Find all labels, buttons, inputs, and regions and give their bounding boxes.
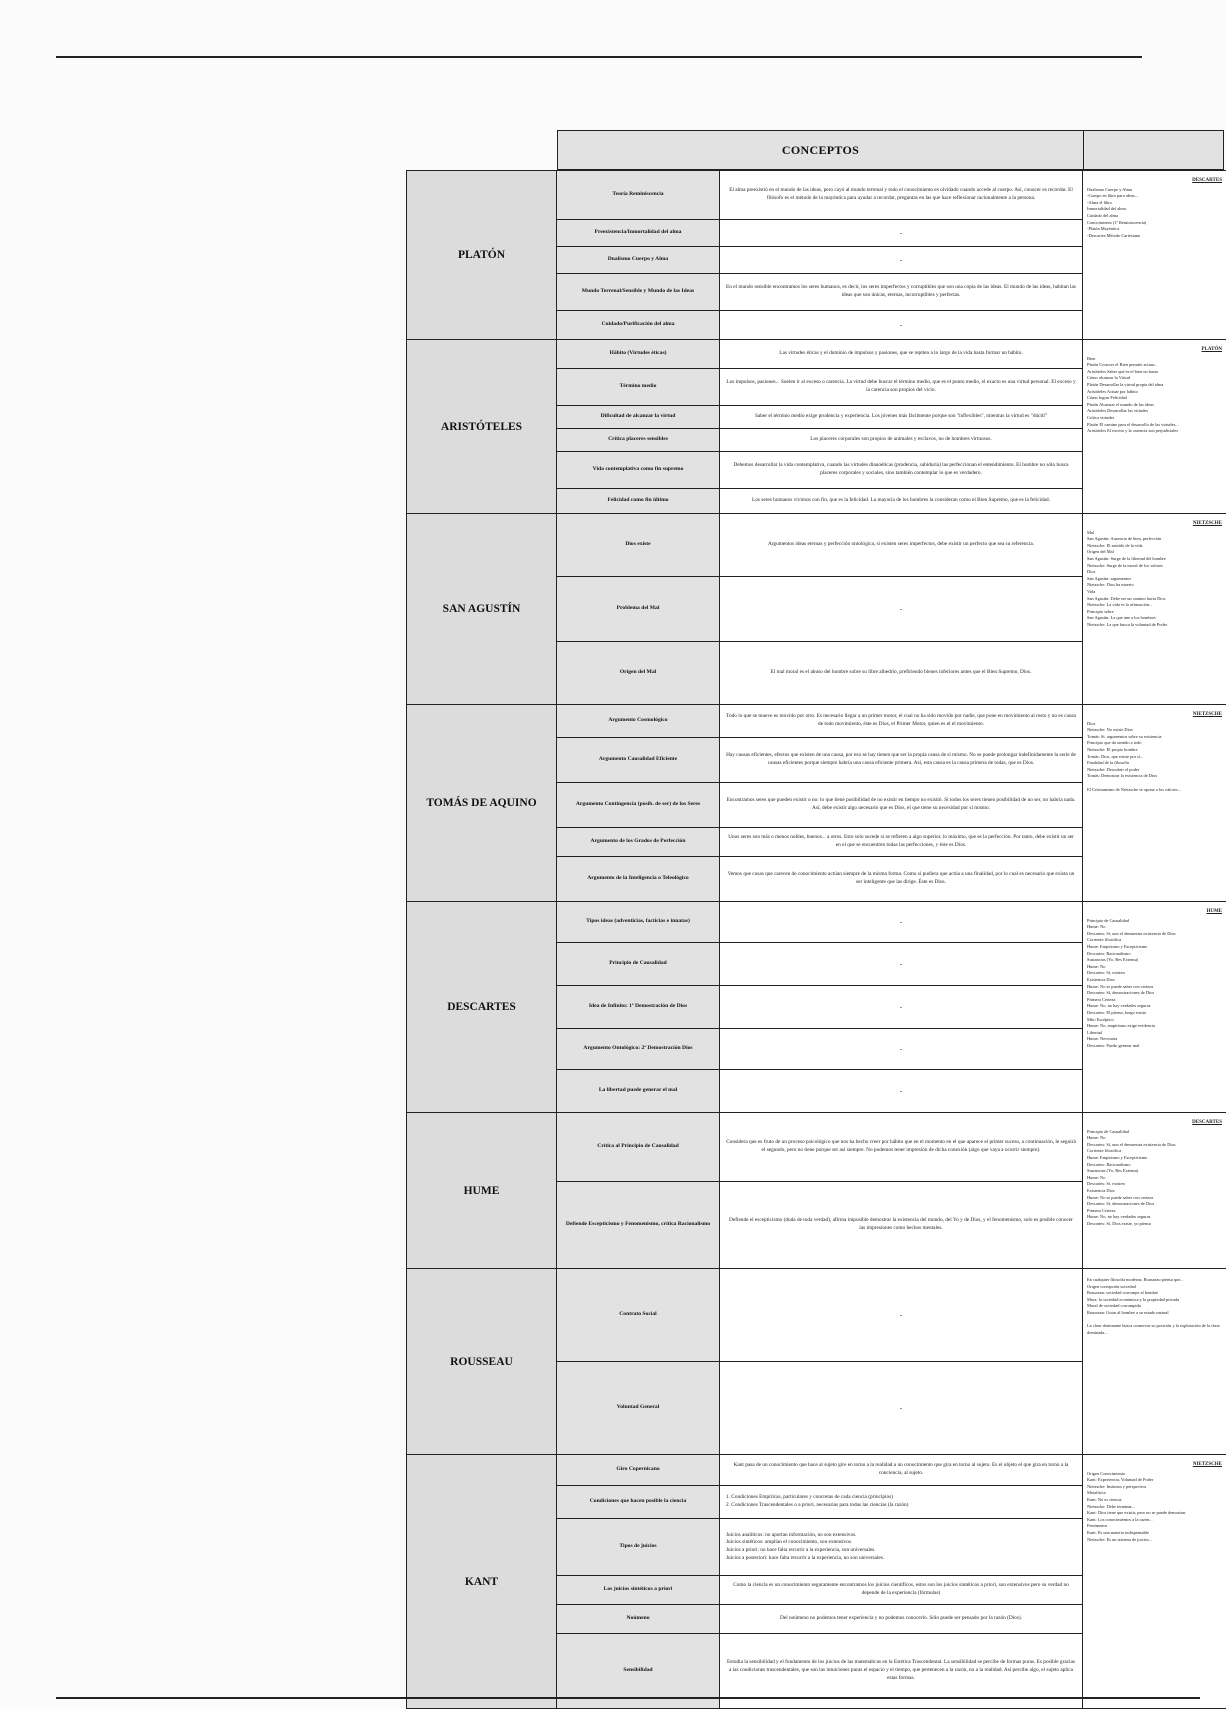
concept-cell: Vida contemplativa como fin supremo	[557, 452, 720, 489]
concept-cell: Argumento de los Grados de Perfección	[557, 828, 720, 857]
philosopher-cell: DESCARTES	[406, 902, 557, 1113]
philosopher-cell: SAN AGUSTÍN	[406, 514, 557, 705]
comparison-cell	[1083, 1113, 1226, 1269]
top-rule	[56, 56, 1142, 58]
comparison-cell	[1083, 514, 1226, 705]
comparison-text: Dualismo Cuerpo y Alma -Cuerpo en libro para ideas... -Alma el libro Inmortalidad del alma Cuidado del alma Conocimiento (1ª Reminiscencia) -Platón Mayéutica -Descartes Método Cartesiano	[1087, 186, 1147, 238]
comparison-text: Mal San Agustín: Ausencia de bien, perfección Nietzsche: El sentido de la vida Origen del Mal San Agustín: Surge de la libertad del hombre Nietzsche: Surge de la moral de los valores Dios San Agustín: argumentos Nietzsche: Dios ha muerto Vida San Agustín: Debe ser un camino hacia Dios Nietzsche: La vida es la afirmación... Principio sobre San Agustín: La que une a los hombres Nietzsche: La que busca la voluntad de Poder	[1087, 529, 1168, 628]
concept-cell: Contrato Social	[557, 1269, 720, 1362]
description-cell: Encontramos seres que pueden existir o no: lo que tiene posibilidad de no existir en tiempo no existió. Si todos los seres tienen posibilidad de no ser, no habría nada. Así, debe existir algo necesario que es Dios, el que tiene su necesidad por sí mismo.	[720, 783, 1083, 828]
concept-cell: Término medio	[557, 369, 720, 406]
philosopher-cell: KANT	[406, 1455, 557, 1709]
description-cell: Estudia la sensibilidad y el fundamento de los juicios de las matemáticas en la Estética Trascendental. La sensibilidad se percibe de formas puras. Es posible gracias a las condiciones trascendentales, que son las intuiciones puras el espacio y el tiempo, que pertenecen a la razón, no a la realidad. Así percibe algo, el sujeto aplica estas formas.	[720, 1634, 1083, 1709]
concept-cell: Preexistencia/Inmortalidad del alma	[557, 220, 720, 247]
concept-cell: Defiende Escepticismo y Fenomenismo, crítica Racionalismo	[557, 1182, 720, 1269]
concept-cell: Condiciones que hacen posible la ciencia	[557, 1486, 720, 1519]
comparison-text: Dios Nietzsche: No existe Dios Tomás: Si, argumentos sobre su existencia Principio que da sentido a todo Nietzsche: El propio hombre Tomás: Dios, que existe por sí... Finalidad de la filosofía Nietzsche: Descubrir el poder Tomás: Demostrar la existencia de Dios El Cristianismo de Nietzsche se opone a los valores...	[1087, 720, 1182, 792]
description-cell: Debemos desarrollar la vida contemplativa, cuando las virtudes dianoéticas (prudencia, sabiduría) las perfeccionan el entendimiento. El hombre no sólo busca placeres corporales y sociales, sino también contemplar lo que es verdadero.	[720, 452, 1083, 489]
comparison-cell	[1083, 340, 1226, 514]
concept-cell: Argumento Cosmológico	[557, 705, 720, 738]
description-cell: -	[720, 1269, 1083, 1362]
philosopher-cell: PLATÓN	[406, 171, 557, 340]
description-cell: Juicios analíticos: no aportan información, no son extensivos. Juicios sintéticos: amplían el conocimiento, son extensivos. Juicios a priori: no hace falta recurrir a la experiencia, son universales. Juicios a posteriori: hace falta recurrir a la experiencia, no son universales.	[720, 1519, 1083, 1576]
description-cell: -	[720, 902, 1083, 943]
comparison-cell	[1083, 171, 1226, 340]
description-cell: Del noúmeno no podemos tener experiencia y no podemos conocerlo. Sólo puede ser pensado por la razón (Dios).	[720, 1605, 1083, 1634]
description-cell: -	[720, 1029, 1083, 1070]
description-cell: Unos seres son más o menos nobles, buenos... a otros. Esto solo sucede si se refieren a algo superior, lo máximo, que es la perfección. Por tanto, debe existir un ser en el que se encuentren todas las perfecciones, y éste es Dios.	[720, 828, 1083, 857]
description-cell: Considera que es fruto de un proceso psicológico que nos ha hecho creer por hábito que en el momento en el que aparece el primer suceso, a continuación, le seguirá el segundo, pero no tiene porque ser así siempre. No podemos tener impresión de dicha conexión (algo que vaya a ocurrir siempre).	[720, 1113, 1083, 1182]
concept-cell: Mundo Terrenal/Sensible y Mundo de las Ideas	[557, 274, 720, 311]
comparison-header	[1084, 130, 1224, 170]
description-cell: El mal moral es el abuso del hombre sobre su libre albedrío, prefiriendo bienes inferiores antes que el Bien Supremo, Dios.	[720, 642, 1083, 705]
concept-cell: Dificultad de alcanzar la virtud	[557, 406, 720, 429]
description-cell: 1. Condiciones Empíricas, particulares y concretas de cada ciencia (principios) 2. Condiciones Trascendentales o a priori, necesarias para todas las ciencias (la razón)	[720, 1486, 1083, 1519]
description-cell: -	[720, 311, 1083, 340]
description-cell: -	[720, 1362, 1083, 1455]
concept-cell: Noúmeno	[557, 1605, 720, 1634]
comparison-cell	[1083, 902, 1226, 1113]
philosophy-table	[406, 170, 1226, 1709]
description-cell: En el mundo sensible encontramos los seres humanos, es decir, los seres imperfectos y corruptibles que son una copia de las ideas. El mundo de las ideas, habitan las ideas que son únicas, eternas, incorruptibles y perfectas.	[720, 274, 1083, 311]
description-cell: -	[720, 220, 1083, 247]
description-cell: Vemos que cosas que carecen de conocimiento actúan siempre de la misma forma. Como si pudiera que actúa a una finalidad, por lo cual es necesario que exista un ser inteligente que las dirige. Éste es Dios.	[720, 857, 1083, 902]
concept-cell: Cuidado/Purificación del alma	[557, 311, 720, 340]
description-cell: El alma preexistió en el mundo de las ideas, pero cayó al mundo terrenal y todo el conocimiento es olvidado cuando accede al cuerpo. Así, conocer es recordar. El filósofo es el método de la mayéutica para ayudar a recordar, preguntas en las que hace reflexionar racionalmente a la persona.	[720, 171, 1083, 220]
bottom-rule	[56, 1697, 1200, 1699]
description-cell: -	[720, 577, 1083, 642]
description-cell: Los impulsos, pasiones... Suelen ir al exceso o carencia. La virtud debe buscar el término medio, que es el punto medio, el exacto es una virtud personal. El exceso y la carencia son propios del vicio.	[720, 369, 1083, 406]
concept-cell: Crítica al Principio de Causalidad	[557, 1113, 720, 1182]
description-cell: Hay causas eficientes, efectos que existen de una causa, por eso se hay tienen que ser la propia causa de sí mismo. No se puede prolongar indefinidamente la serie de causas eficientes porque siempre habría una causa eficiente primera. Así, esta causa es la causa primera de todas, que es Dios.	[720, 738, 1083, 783]
comparison-title: PLATÓN	[1201, 347, 1222, 352]
concept-cell: Problema del Mal	[557, 577, 720, 642]
concept-cell: Sensibilidad	[557, 1634, 720, 1709]
description-cell: Todo lo que se mueve es movido por otro. Es necesario llegar a un primer motor, el cual no ha sido movido por nadie, que pone en movimiento al resto y no es causa de todo movimiento, éste es Dios, el Primer Motor, quien es el el movimiento.	[720, 705, 1083, 738]
concept-cell: Felicidad como fin último	[557, 489, 720, 514]
concept-cell: Dios existe	[557, 514, 720, 577]
concept-cell: Giro Copernicano	[557, 1455, 720, 1486]
description-cell: Los seres humanos vivimos con fin, que es la felicidad. La mayoría de los hombres la consideran como el Bien Supremo, que es la felicidad.	[720, 489, 1083, 514]
comparison-text: En cualquier filosofía moderna, Rousseau piensa que... Origen corrupción sociedad Rousseau: sociedad corrompe al hombre Marx: la sociedad económica y la propiedad privada Moral de sociedad corrompida Rousseau: Guiar al hombre a su estado natural La clase dominante busca conservar su posición y la explotación de la clase dominada...	[1087, 1277, 1220, 1335]
concept-cell: Argumento Contingencia (posib. de ser) de los Seres	[557, 783, 720, 828]
concept-cell: Teoría Reminiscencia	[557, 171, 720, 220]
description-cell: Las virtudes éticas y el dominio de impulsos y pasiones, que se repiten a lo largo de la vida hasta formar un hábito.	[720, 340, 1083, 369]
comparison-text: Principio de Causalidad Hume: No Descartes: Sí, uno el demuestra existencia de Dios Corriente filosófica Hume: Empirismo y Escepticismo Descartes: Racionalismo Sustancias (Yo, Res Extensa) Hume: No Descartes: Sí, existen Existencia Dios Hume: No se puede saber con certeza Descartes: Sí, demostraciones de Dios Primera Certeza Hume: No, no hay verdades seguras Descartes: El pienso, luego existo Mito Escéptico Hume: No, empirismo exige evidencia Libertad Hume: Necesaria Descartes: Puedo generar mal	[1087, 917, 1176, 1049]
concept-cell: Idea de Infinito: 1ª Demostración de Dios	[557, 986, 720, 1029]
description-cell: Los placeres corporales son propios de animales y esclavos, no de hombres virtuosos.	[720, 429, 1083, 452]
comparison-text: Origen Conocimiento Kant: Experiencia, Voluntad de Poder Nietzsche: Instintos y perspectiva Metafísica Kant: No es ciencia Nietzsche: Debe terminar... Kant: Dios tiene que existir, pero no se puede demostrar Kant: Los conocimientos a la razón... Fenómenos Kant: Es una materia indispensable Nietzsche: Es un sistema de juicios...	[1087, 1470, 1186, 1542]
comparison-title: DESCARTES	[1192, 178, 1222, 183]
concept-cell: Hábito (Virtudes éticas)	[557, 340, 720, 369]
description-cell: -	[720, 943, 1083, 986]
description-cell: -	[720, 986, 1083, 1029]
concept-cell: Argumento Ontológico: 2ª Demostración Dios	[557, 1029, 720, 1070]
description-cell: -	[720, 1070, 1083, 1113]
comparison-text: Bien Platón Conocer el Bien permite actuar... Aristóteles Saber qué es el bien no basta Cómo alcanzar la Virtud Platón Desarrollar la virtud propia del alma Aristóteles Actuar por hábito Cómo lograr Felicidad Platón Alcanzar el mundo de las ideas Aristóteles Desarrollar las virtudes Crítica virtudes Platón El camino para el desarrollo de las virtudes... Aristóteles El exceso y la carencia son perjudiciales	[1087, 355, 1179, 434]
concept-cell: Tipos ideas (adventicias, facticias e innatas)	[557, 902, 720, 943]
description-cell: Defiende el escepticismo (duda de toda verdad), afirma imposible demostrar la existencia del mundo, del Yo y de Dios, y el fenomenismo, solo es posible conocer las impresiones como hechos mentales.	[720, 1182, 1083, 1269]
comparison-cell	[1083, 1269, 1226, 1455]
description-cell: Argumentos ideas eternas y perfección ontológica, si existen seres imperfectos, debe existir un perfecto que sea su referencia.	[720, 514, 1083, 577]
concept-cell: Voluntad General	[557, 1362, 720, 1455]
comparison-title: NIETZSCHE	[1192, 521, 1222, 526]
comparison-title: NIETZSCHE	[1192, 712, 1222, 717]
concept-cell: Origen del Mal	[557, 642, 720, 705]
concept-cell: Tipos de juicios	[557, 1519, 720, 1576]
comparison-cell	[1083, 705, 1226, 902]
comparison-text: Principio de Causalidad Hume: No Descartes: Sí, uno el demuestra existencia de Dios Corriente filosófica Hume: Empirismo y Escepticismo Descartes: Racionalismo Sustancias (Yo, Res Extensa) Hume: No Descartes: Sí, existen Existencia Dios Hume: No se puede saber con certeza Descartes: Sí, demostraciones de Dios Primera Certeza Hume: No, no hay verdades seguras Descartes: Sí, Dios existe, yo pienso	[1087, 1128, 1176, 1227]
philosopher-cell: ARISTÓTELES	[406, 340, 557, 514]
comparison-cell	[1083, 1455, 1226, 1709]
philosopher-cell: ROUSSEAU	[406, 1269, 557, 1455]
concept-cell: La libertad puede generar el mal	[557, 1070, 720, 1113]
comparison-title: DESCARTES	[1192, 1120, 1222, 1125]
description-cell: Como la ciencia es un conocimiento seguramente encontramos los juicios científicos, estos son los juicios sintéticos a priori, son extensivos pero su verdad no depende de la experiencia (fórmulas)	[720, 1576, 1083, 1605]
description-cell: Kant pasa de un conocimiento que hace al sujeto gire en torno a la realidad a un conocimiento que gira en torno al sujeto. Es el objeto el que gira en torno a la conciencia, al sujeto.	[720, 1455, 1083, 1486]
concept-cell: Crítica placeres sensibles	[557, 429, 720, 452]
philosopher-cell: HUME	[406, 1113, 557, 1269]
description-cell: -	[720, 247, 1083, 274]
philosopher-cell: TOMÁS DE AQUINO	[406, 705, 557, 902]
description-cell: Saber el término medio exige prudencia y experiencia. Los jóvenes más fácilmente porque son "inflexibles", mientras la virtud es "dúctil"	[720, 406, 1083, 429]
concept-cell: Argumento Causalidad Eficiente	[557, 738, 720, 783]
concept-cell: Dualismo Cuerpo y Alma	[557, 247, 720, 274]
comparison-title: NIETZSCHE	[1192, 1462, 1222, 1467]
concept-cell: Argumento de la Inteligencia o Teleológico	[557, 857, 720, 902]
comparison-title: HUME	[1206, 909, 1222, 914]
concepts-header	[557, 130, 1084, 170]
concepts-header-label: CONCEPTOS	[781, 142, 860, 157]
concept-cell: Principio de Causalidad	[557, 943, 720, 986]
concept-cell: Los juicios sintéticos a priori	[557, 1576, 720, 1605]
